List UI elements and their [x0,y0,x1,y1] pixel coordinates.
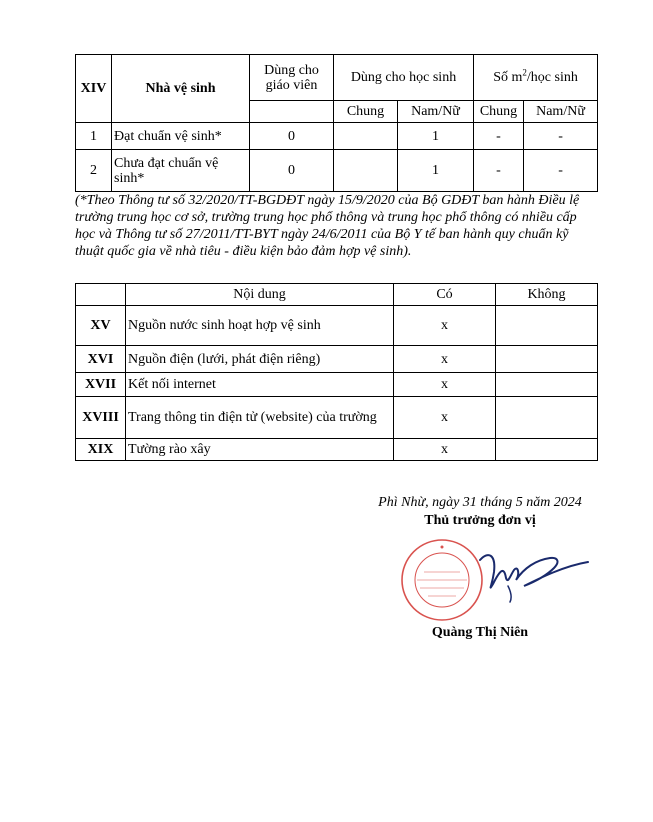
table-row [76,439,598,461]
sub-common: Chung [334,101,398,123]
row-code: XVI [76,346,126,373]
row-no [496,306,598,346]
row-area-common: - [474,123,524,150]
row-no [496,346,598,373]
sub-male-female-area: Nam/Nữ [524,101,598,123]
facilities-table [75,283,598,461]
section-title: Nhà vệ sinh [112,55,250,123]
header-code-empty [76,284,126,306]
row-code: XVII [76,373,126,397]
row-content: Nguồn nước sinh hoạt hợp vệ sinh [126,306,394,346]
table-row [76,306,598,346]
signature-title: Thủ trưởng đơn vị [424,513,536,528]
header-content: Nội dung [126,284,394,306]
sub-male-female: Nam/Nữ [398,101,474,123]
official-stamp [400,538,484,622]
teacher-subheader-empty [250,101,334,123]
col-teacher-header: Dùng cho giáo viên [250,55,334,101]
row-yes: x [394,397,496,439]
header-yes: Có [394,284,496,306]
row-male-female: 1 [398,123,474,150]
table-row [76,123,598,150]
row-content: Tường rào xây [126,439,394,461]
table-row [76,150,598,192]
row-yes: x [394,306,496,346]
row-common [334,123,398,150]
row-area-male-female: - [524,150,598,192]
row-no [496,373,598,397]
row-area-common: - [474,150,524,192]
row-code: XVIII [76,397,126,439]
row-teacher: 0 [250,123,334,150]
table-row [76,346,598,373]
row-content: Nguồn điện (lưới, phát điện riêng) [126,346,394,373]
row-name: Đạt chuẩn vệ sinh* [112,123,250,150]
sanitation-table [75,54,598,192]
regulation-note: (*Theo Thông tư số 32/2020/TT-BGDĐT ngày 15/9/2020 của Bộ GDĐT ban hành Điều lệ trường trung học cơ sở, trường trung học phổ thông và trung học phổ thông có nhiều cấp học và Thông tư số 27/2011/TT-BYT ngày 24/6/2011 của Bộ Y tế ban hành quy chuẩn kỹ thuật quốc gia về nhà tiêu - điều kiện bảo đảm hợp vệ sinh). [75,193,580,259]
row-no [496,439,598,461]
row-code: XIX [76,439,126,461]
signatory-name: Quàng Thị Niên [431,625,529,640]
row-number: 2 [76,150,112,192]
col-students-header: Dùng cho học sinh [334,55,474,101]
row-yes: x [394,439,496,461]
row-yes: x [394,346,496,373]
row-male-female: 1 [398,150,474,192]
handwritten-signature [478,548,593,608]
row-area-male-female: - [524,123,598,150]
header-no: Không [496,284,598,306]
row-common [334,150,398,192]
sub-common-area: Chung [474,101,524,123]
row-number: 1 [76,123,112,150]
table-row [76,373,598,397]
row-no [496,397,598,439]
row-code: XV [76,306,126,346]
section-code: XIV [76,55,112,123]
row-name: Chưa đạt chuẩn vệ sinh* [112,150,250,192]
signature-date: Phì Nhừ, ngày 31 tháng 5 năm 2024 [378,495,582,510]
row-yes: x [394,373,496,397]
row-content: Kết nối internet [126,373,394,397]
row-content: Trang thông tin điện tử (website) của trường [126,397,394,439]
table-row [76,397,598,439]
row-teacher: 0 [250,150,334,192]
col-area-header: Số $m^2$/học sinh [474,55,598,101]
